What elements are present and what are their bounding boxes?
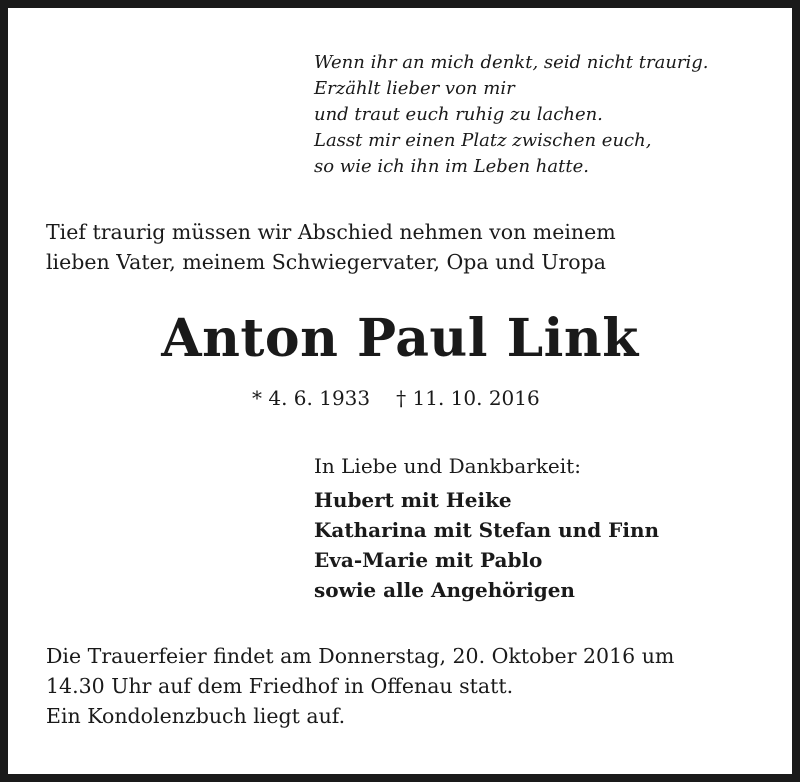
deceased-name: Anton Paul Link [161, 308, 639, 369]
poem-line: und traut euch ruhig zu lachen. [314, 104, 603, 125]
funeral-notice [46, 641, 674, 731]
intro-text [46, 217, 616, 277]
death-date: † 11. 10. 2016 [396, 386, 540, 410]
poem [314, 50, 709, 180]
mourner-entry: Katharina mit Stefan und Finn [314, 518, 660, 542]
life-dates [252, 383, 540, 413]
intro-line: Tief traurig müssen wir Abschied nehmen von meinem [46, 220, 616, 244]
intro-line: lieben Vater, meinem Schwiegervater, Opa und Uropa [46, 250, 606, 274]
birth-date: * 4. 6. 1933 [252, 386, 371, 410]
poem-line: Wenn ihr an mich denkt, seid nicht traurig. [314, 52, 709, 73]
funeral-line: Die Trauerfeier findet am Donnerstag, 20. Oktober 2016 um [46, 644, 675, 668]
thanks-heading: In Liebe und Dankbarkeit: [314, 454, 581, 478]
mourner-entry: Eva-Marie mit Pablo [314, 548, 543, 572]
poem-line: Erzählt lieber von mir [314, 78, 515, 99]
funeral-line: Ein Kondolenzbuch liegt auf. [46, 704, 346, 728]
funeral-line: 14.30 Uhr auf dem Friedhof in Offenau statt. [46, 674, 514, 698]
mourners-list [314, 485, 659, 605]
poem-line: so wie ich ihn im Leben hatte. [314, 156, 589, 177]
mourner-entry: Hubert mit Heike [314, 488, 512, 512]
poem-line: Lasst mir einen Platz zwischen euch, [314, 130, 652, 151]
mourner-entry: sowie alle Angehörigen [314, 578, 575, 602]
